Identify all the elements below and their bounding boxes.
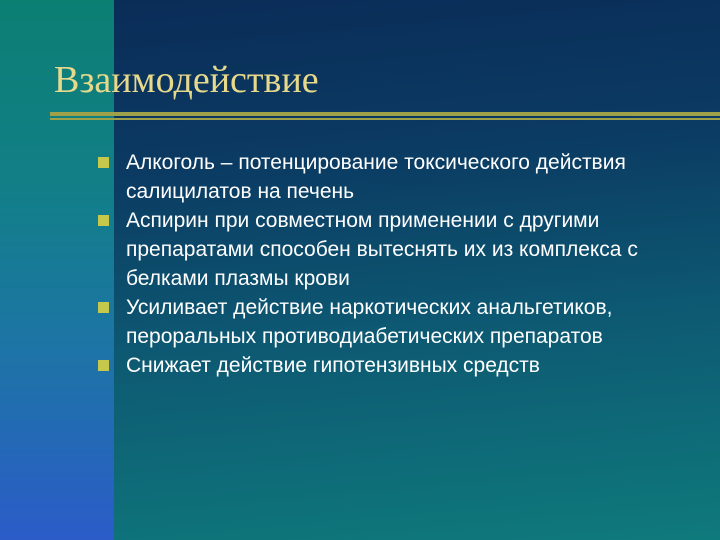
title-underline xyxy=(50,112,720,122)
bullet-item xyxy=(98,293,708,351)
bullet-list xyxy=(98,148,708,380)
bullet-item xyxy=(98,351,708,380)
bullet-text: Аспирин при совместном применении с другими препаратами способен вытеснять их из комплекса с белками плазмы крови xyxy=(126,209,638,290)
title-underline-thin xyxy=(50,118,720,120)
bullet-item xyxy=(98,206,708,293)
bullet-item xyxy=(98,148,708,206)
bullet-text: Усиливает действие наркотических анальгетиков, пероральных противодиабетических препаратов xyxy=(126,296,613,348)
square-bullet-icon xyxy=(98,157,109,168)
square-bullet-icon xyxy=(98,360,109,371)
bullet-text: Алкоголь – потенцирование токсического действия салицилатов на печень xyxy=(126,151,626,203)
square-bullet-icon xyxy=(98,302,109,313)
title-underline-thick xyxy=(50,112,720,116)
slide-title: Взаимодействие xyxy=(54,59,319,101)
bullet-text: Снижает действие гипотензивных средств xyxy=(126,354,540,377)
square-bullet-icon xyxy=(98,215,109,226)
